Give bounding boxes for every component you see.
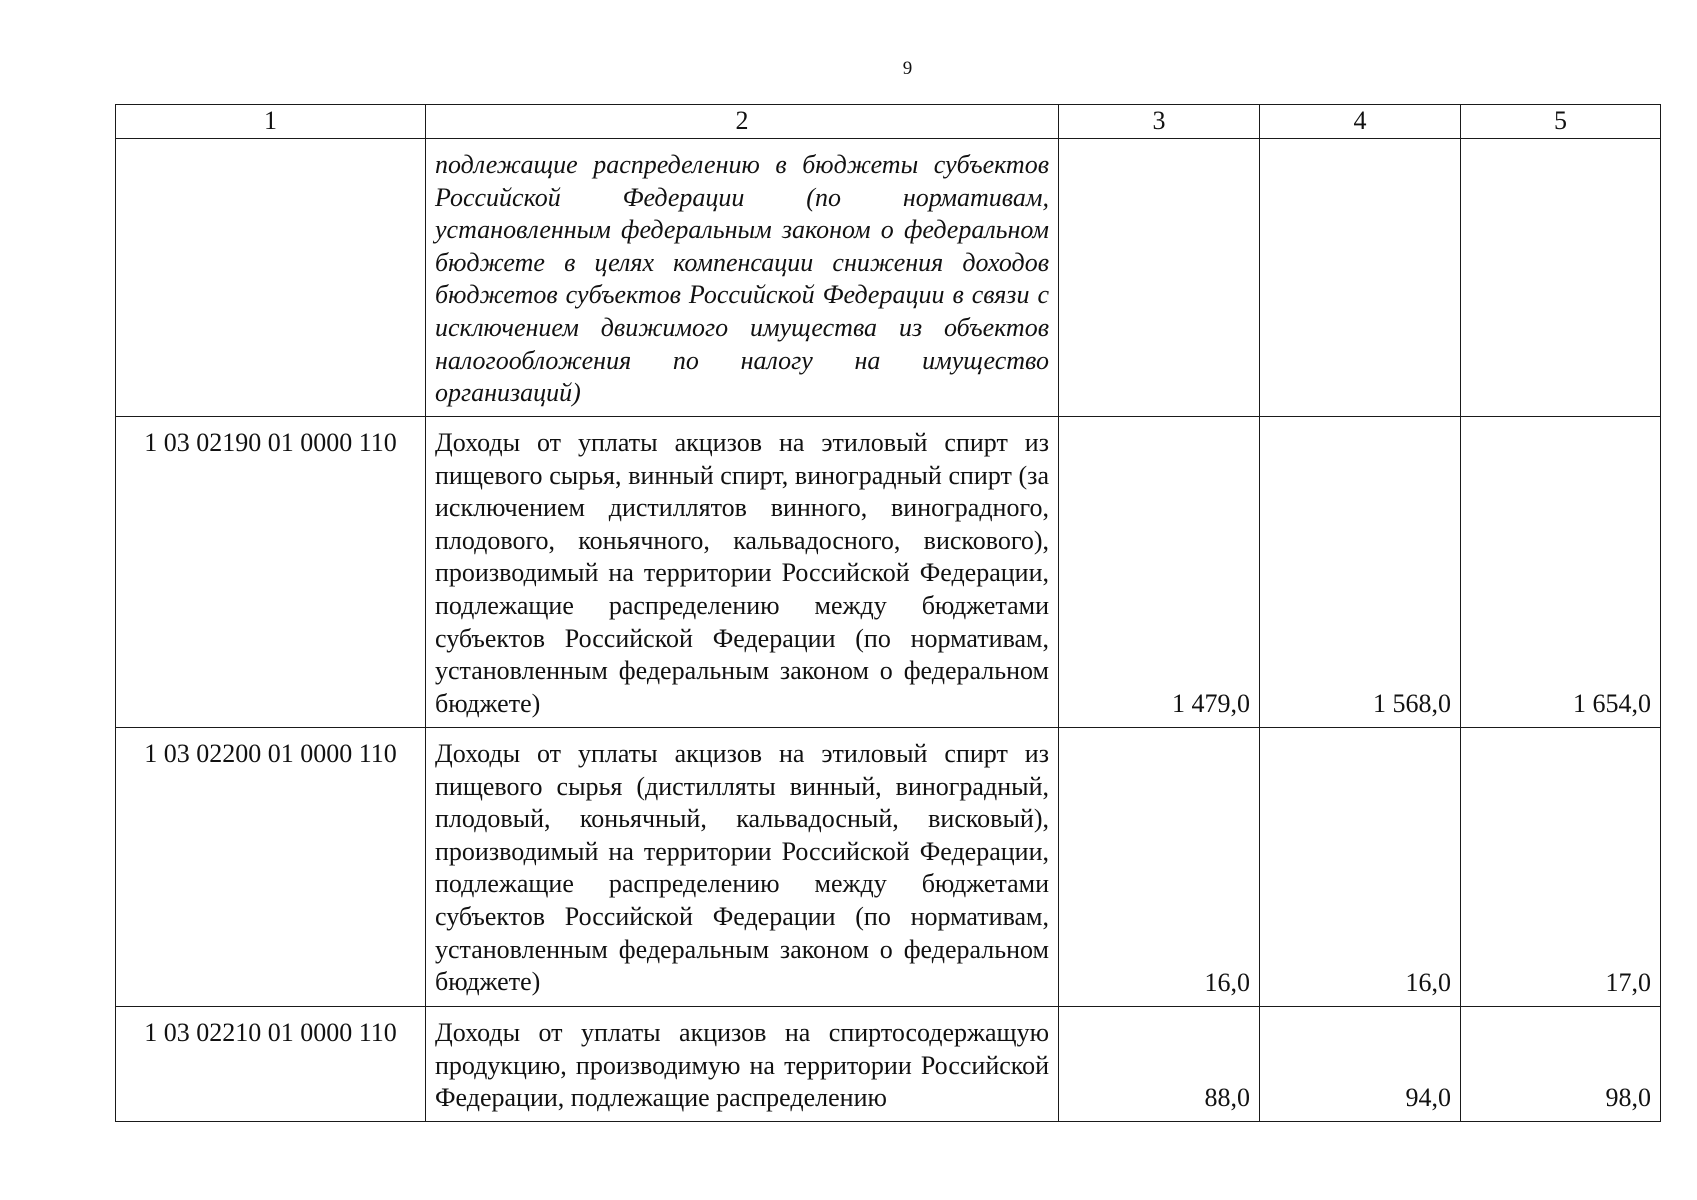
description-cell: [426, 139, 1059, 417]
revenue-code-cell: [116, 417, 426, 728]
value-cell-4: [1260, 1007, 1461, 1122]
revenue-code: 1 03 02210 01 0000 110: [144, 1018, 397, 1047]
table-row: [116, 417, 1661, 728]
table-row: [116, 728, 1661, 1007]
table-row: [116, 139, 1661, 417]
value-5: [1461, 410, 1660, 416]
value-cell-3: [1059, 728, 1260, 1007]
revenue-code-cell: [116, 1007, 426, 1122]
value-4: 16,0: [1405, 968, 1451, 998]
description-text: Доходы от уплаты акцизов на этиловый спирт из пищевого сырья, винный спирт, виноградный спирт (за исключением дистиллятов винного, виноградного, плодового, коньячного, кальвадосного, вискового), производимый на территории Российской Федерации, подлежащие распределению между бюджетами субъектов Российской Федерации (по нормативам, установленным федеральным законом о федеральном бюджете): [435, 428, 1049, 718]
value-4: 1 568,0: [1373, 689, 1451, 719]
column-header-2: 2: [426, 105, 1059, 139]
table-header-row: [116, 105, 1661, 139]
description-text: Доходы от уплаты акцизов на этиловый спирт из пищевого сырья (дистилляты винный, виноградный, плодовый, коньячный, кальвадосный, висковый), производимый на территории Российской Федерации, подлежащие распределению между бюджетами субъектов Российской Федерации (по нормативам, установленным федеральным законом о федеральном бюджете): [435, 739, 1049, 997]
page-number: 9: [902, 58, 913, 79]
value-cell-3: [1059, 139, 1260, 417]
table-row: [116, 1007, 1661, 1122]
revenue-code: 1 03 02200 01 0000 110: [144, 739, 397, 768]
value-cell-5: [1461, 139, 1661, 417]
description-text: Доходы от уплаты акцизов на спиртосодержащую продукцию, производимую на территории Российской Федерации, подлежащие распределению: [435, 1018, 1049, 1113]
value-3: 16,0: [1204, 968, 1250, 998]
description-cell: [426, 728, 1059, 1007]
column-header-3: 3: [1059, 105, 1260, 139]
value-5: 1 654,0: [1573, 689, 1651, 719]
revenue-table: [115, 104, 1661, 1122]
value-cell-3: [1059, 1007, 1260, 1122]
column-header-5: 5: [1461, 105, 1661, 139]
revenue-code: [116, 139, 425, 149]
value-3: [1059, 410, 1259, 416]
column-header-1: 1: [116, 105, 426, 139]
value-cell-5: [1461, 728, 1661, 1007]
column-header-4: 4: [1260, 105, 1461, 139]
revenue-code-cell: [116, 728, 426, 1007]
value-cell-5: [1461, 1007, 1661, 1122]
value-3: 88,0: [1204, 1083, 1250, 1113]
value-4: [1260, 410, 1460, 416]
value-5: 17,0: [1605, 968, 1651, 998]
description-cell: [426, 1007, 1059, 1122]
revenue-code-cell: [116, 139, 426, 417]
revenue-code: 1 03 02190 01 0000 110: [144, 428, 397, 457]
description-text: подлежащие распределению в бюджеты субъектов Российской Федерации (по нормативам, установленным федеральным законом о федеральном бюджете в целях компенсации снижения доходов бюджетов субъектов Российской Федерации в связи с исключением движимого имущества из объектов налогообложения по налогу на имущество организаций): [435, 150, 1049, 408]
value-cell-5: [1461, 417, 1661, 728]
value-3: 1 479,0: [1172, 689, 1250, 719]
value-cell-4: [1260, 728, 1461, 1007]
value-4: 94,0: [1405, 1083, 1451, 1113]
value-5: 98,0: [1605, 1083, 1651, 1113]
value-cell-3: [1059, 417, 1260, 728]
description-cell: [426, 417, 1059, 728]
value-cell-4: [1260, 139, 1461, 417]
value-cell-4: [1260, 417, 1461, 728]
